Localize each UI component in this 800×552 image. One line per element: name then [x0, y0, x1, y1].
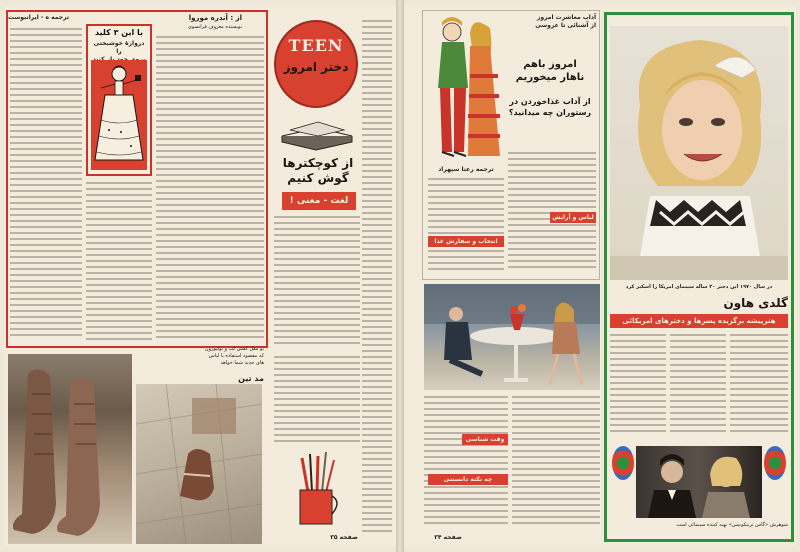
key-box-title: با این ۳ کلید — [94, 28, 143, 37]
boots-photo — [8, 354, 132, 544]
lexicon-banner: لغت - معنی ! — [282, 192, 356, 210]
tile-floor-icon — [136, 384, 262, 544]
books-drawing — [278, 116, 356, 152]
translator-credit: ترجمه رعنا سپهراد — [438, 166, 494, 173]
books-icon — [278, 116, 356, 152]
star-portrait — [610, 26, 788, 280]
page-gutter — [396, 0, 404, 552]
boots-icon — [8, 354, 132, 544]
text-column-2 — [86, 182, 152, 344]
etiquette-text-2 — [428, 178, 504, 276]
subhead-bill: چه نکته دانستنی — [428, 474, 508, 485]
restaurant-photo — [424, 284, 600, 390]
star-name: گلدی هاون — [723, 296, 788, 310]
star-text-2 — [670, 334, 726, 438]
teen-logo — [274, 20, 358, 108]
shoes-photo — [136, 384, 262, 544]
photo-caption: در سال ۱۹۷۰ این دختر ۲۰ ساله سینمای امریکا را اسکیر کرد — [625, 284, 773, 290]
subhead-dessert: وقت شناسی — [462, 434, 508, 445]
couple-photo — [636, 446, 762, 518]
couple-illustration — [428, 16, 504, 166]
pencil-cup-icon — [290, 452, 344, 528]
text-column-3 — [156, 36, 264, 344]
fashion-note: تو مقل کفش لب و پولیورون که مقصود استفاده با لباس های جدید شما خواهد — [204, 346, 264, 366]
right-page — [404, 6, 796, 546]
star-banner: هنرپیشه برگزیده پسرها و دخترهای امریکائی — [610, 314, 788, 328]
article-translator-note: نویسنده معروف فرانسوی — [187, 24, 242, 30]
portrait-icon — [610, 26, 788, 280]
section-title: از کوچکترها گوش کنیم — [282, 156, 354, 185]
lunch-title: امروز باهم ناهار میخوریم — [515, 59, 585, 83]
article-author: از : آندره موروا — [188, 14, 242, 22]
etiquette-header: آداب معاشرت امروز از آشنائی تا عروسی — [535, 14, 596, 29]
key-box — [86, 24, 152, 176]
ornament-right-icon — [764, 446, 786, 480]
key-box-subtitle: دروازهٔ خوشبختی را — [93, 40, 145, 55]
doll-drawing-icon — [91, 60, 147, 170]
teen-logo-word: TEEN — [288, 36, 344, 55]
subhead-order: انتخاب و سفارش غذا — [428, 236, 504, 247]
text-column-4 — [274, 216, 360, 348]
teen-logo-subtitle: دختر امروز — [283, 60, 349, 74]
etiquette-text-3 — [424, 396, 508, 528]
text-column-6 — [274, 356, 360, 446]
key-box-illustration — [91, 60, 147, 170]
header-translator: ترجمه ه - ایرانبوست — [8, 14, 70, 21]
diners-icon — [424, 284, 600, 390]
bottom-caption: شوهرش «گاس ترینکونیس» تهیه کننده سینمائی است — [676, 522, 788, 528]
pencils-drawing — [290, 452, 344, 528]
question-title: از آداب غذاخوردن در رستوران چه میدانید؟ — [508, 97, 592, 117]
fashion-caption: مد تین — [238, 374, 264, 383]
star-text-3 — [730, 334, 788, 438]
text-column-1 — [10, 28, 82, 344]
subhead-dress: لباس و آرایش — [550, 212, 596, 223]
couple-portrait-icon — [636, 446, 762, 518]
ornament-left-icon — [612, 446, 634, 480]
left-page-number: صفحه ۳۵ — [330, 534, 358, 541]
couple-icon — [428, 16, 504, 166]
etiquette-text-4 — [512, 396, 600, 528]
star-text-1 — [610, 334, 666, 438]
left-page — [4, 6, 396, 546]
right-page-number: صفحه ۳۴ — [434, 534, 462, 541]
text-column-5 — [362, 20, 392, 540]
